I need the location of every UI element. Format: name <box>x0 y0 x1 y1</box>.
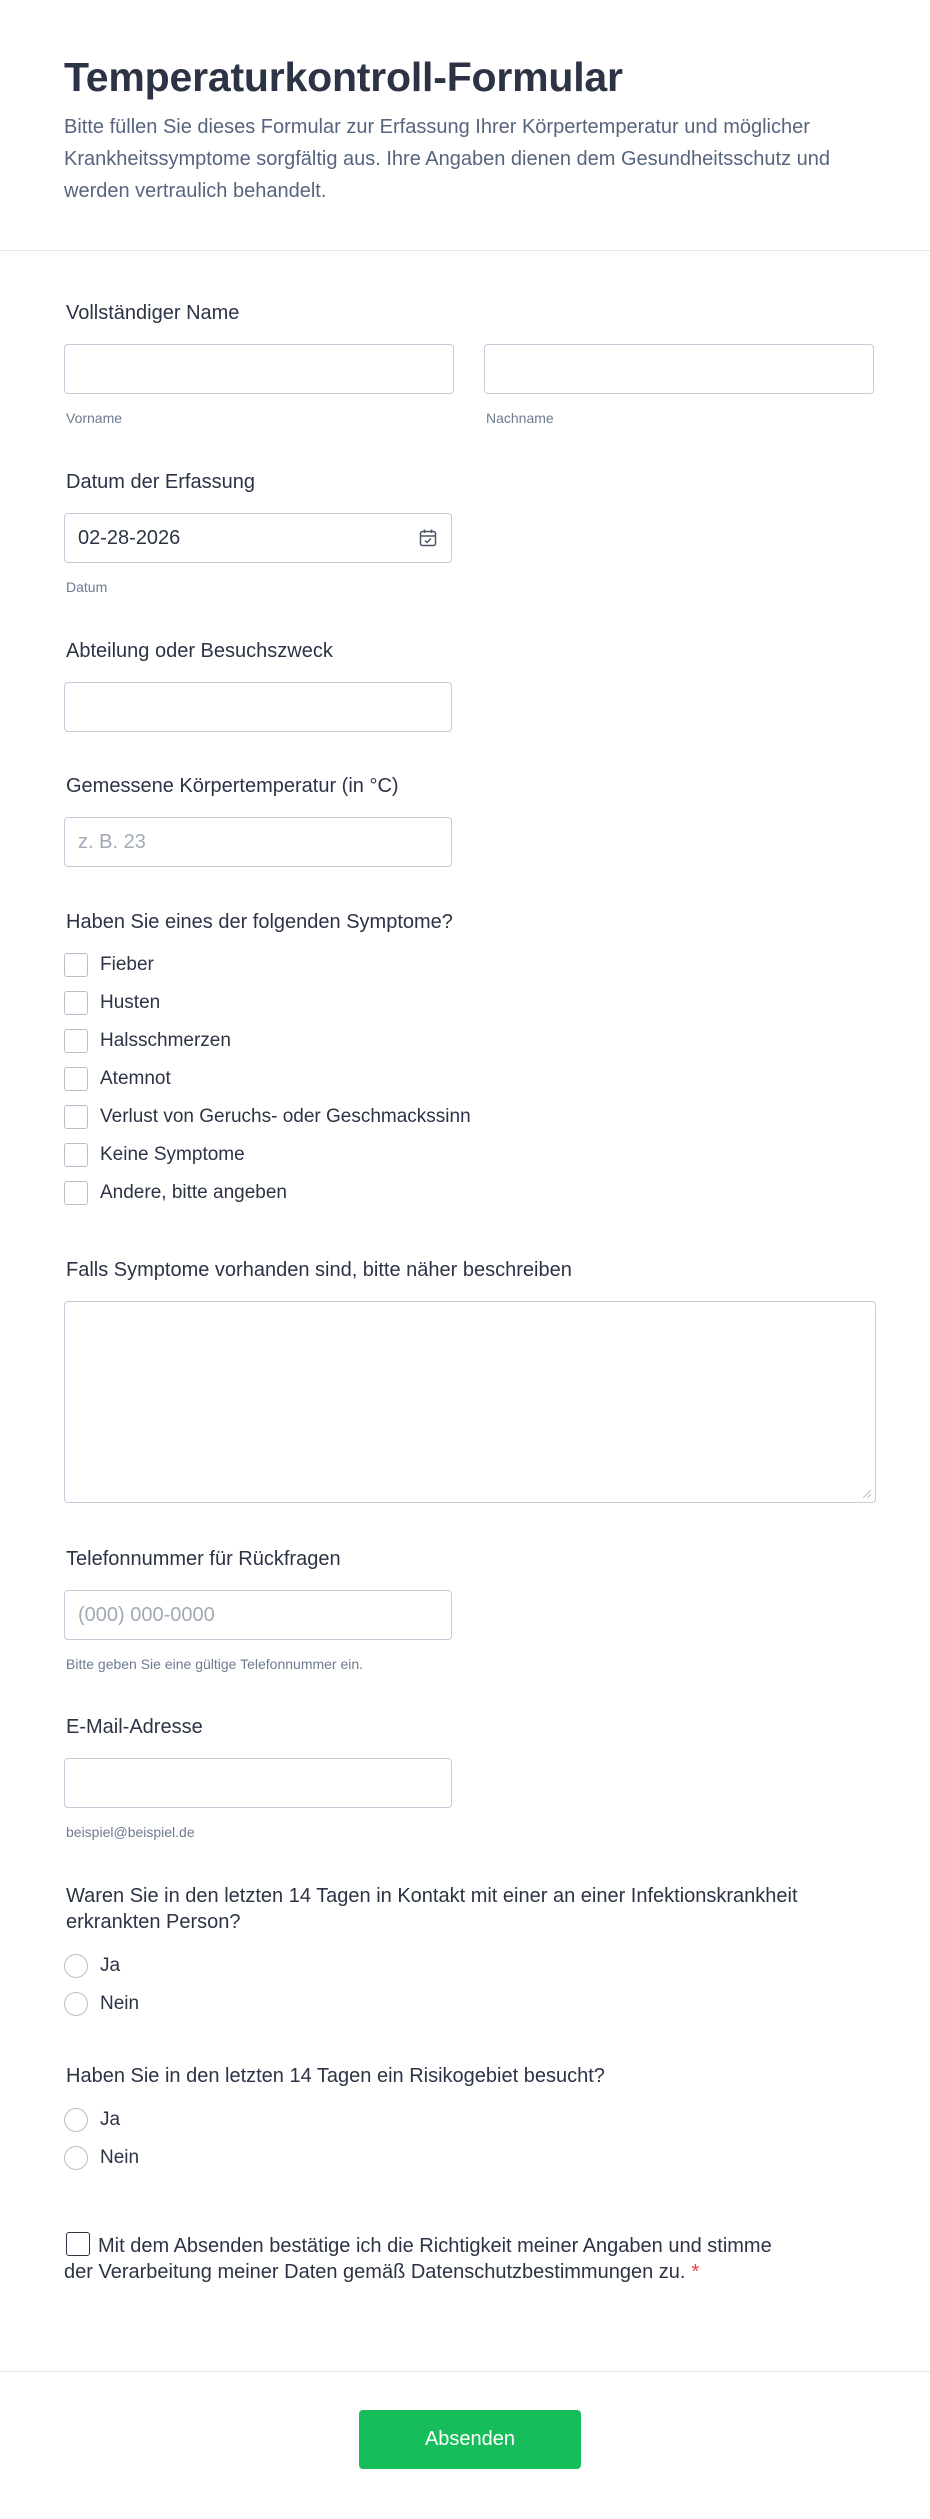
risk-option-nein[interactable] <box>64 2139 876 2177</box>
resize-handle-icon[interactable] <box>862 1489 872 1499</box>
option-label: Andere, bitte angeben <box>100 1182 287 1203</box>
name-label: Vollständiger Name <box>66 302 240 324</box>
checkbox[interactable] <box>64 991 88 1015</box>
email-sublabel: beispiel@beispiel.de <box>66 1824 195 1840</box>
radio-button[interactable] <box>64 1992 88 2016</box>
risk-question-label: Haben Sie in den letzten 14 Tagen ein Risikogebiet besucht? <box>66 2065 605 2087</box>
consent-field <box>64 2232 784 2285</box>
risk-question-field <box>64 2063 876 2177</box>
phone-input[interactable]: (000) 000-0000 <box>64 1590 452 1640</box>
calendar-icon[interactable] <box>418 528 438 548</box>
radio-button[interactable] <box>64 2108 88 2132</box>
symptom-details-field <box>64 1257 876 1503</box>
symptom-option-keine[interactable] <box>64 1136 471 1174</box>
department-input[interactable] <box>64 682 452 732</box>
contact-option-nein[interactable] <box>64 1985 876 2023</box>
radio-button[interactable] <box>64 1954 88 1978</box>
contact-question-label: Waren Sie in den letzten 14 Tagen in Kontakt mit einer an einer Infektionskrankheit erkrankten Person? <box>66 1885 798 1933</box>
checkbox[interactable] <box>64 1143 88 1167</box>
temperature-input[interactable]: z. B. 23 <box>64 817 452 867</box>
symptom-option-geruchsverlust[interactable] <box>64 1098 471 1136</box>
consent-checkbox[interactable] <box>66 2232 90 2256</box>
first-name-sublabel: Vorname <box>66 410 123 426</box>
symptom-option-husten[interactable] <box>64 984 471 1022</box>
risk-option-ja[interactable] <box>64 2101 876 2139</box>
temperature-field <box>64 773 452 867</box>
form-header <box>0 0 930 251</box>
symptom-option-halsschmerzen[interactable] <box>64 1022 471 1060</box>
consent-label: Mit dem Absenden bestätige ich die Richtigkeit meiner Angaben und stimme der Verarbeitung meiner Daten gemäß Datenschutzbestimmungen zu. <box>64 2235 772 2283</box>
symptoms-label: Haben Sie eines der folgenden Symptome? <box>66 911 453 933</box>
required-marker: * <box>691 2261 700 2283</box>
symptoms-field <box>64 909 471 1212</box>
checkbox[interactable] <box>64 953 88 977</box>
option-label: Nein <box>100 2147 140 2168</box>
form-description: Bitte füllen Sie dieses Formular zur Erfassung Ihrer Körpertemperatur und möglicher Krankheitssymptome sorgfältig aus. Ihre Angaben dienen dem Gesundheitsschutz und werden vertraulich behandelt. <box>64 116 831 203</box>
footer-divider <box>0 2371 930 2372</box>
symptom-option-fieber[interactable] <box>64 946 471 984</box>
phone-label: Telefonnummer für Rückfragen <box>66 1548 341 1570</box>
option-label: Keine Symptome <box>100 1144 245 1165</box>
contact-option-ja[interactable] <box>64 1947 876 1985</box>
option-label: Nein <box>100 1993 140 2014</box>
symptom-details-label: Falls Symptome vorhanden sind, bitte näher beschreiben <box>66 1259 572 1281</box>
department-field <box>64 638 452 732</box>
submit-button[interactable]: Absenden <box>359 2410 581 2469</box>
email-label: E-Mail-Adresse <box>66 1716 203 1738</box>
phone-sublabel: Bitte geben Sie eine gültige Telefonnummer ein. <box>66 1656 364 1672</box>
last-name-input[interactable] <box>484 344 874 394</box>
radio-button[interactable] <box>64 2146 88 2170</box>
date-field <box>64 469 452 595</box>
email-field <box>64 1714 452 1840</box>
contact-question-field <box>64 1883 876 2023</box>
name-field <box>64 300 874 426</box>
symptom-details-textarea[interactable] <box>64 1301 876 1503</box>
option-label: Atemnot <box>100 1068 171 1089</box>
department-label: Abteilung oder Besuchszweck <box>66 640 333 662</box>
temperature-label: Gemessene Körpertemperatur (in °C) <box>66 775 399 797</box>
option-label: Fieber <box>100 954 154 975</box>
option-label: Ja <box>100 2109 121 2130</box>
form-title: Temperaturkontroll-Formular <box>64 54 623 100</box>
checkbox[interactable] <box>64 1181 88 1205</box>
date-value: 02-28-2026 <box>78 526 181 549</box>
option-label: Ja <box>100 1955 121 1976</box>
symptom-option-andere[interactable] <box>64 1174 471 1212</box>
last-name-sublabel: Nachname <box>486 410 554 426</box>
phone-field <box>64 1546 452 1672</box>
date-input[interactable] <box>64 513 452 563</box>
date-label: Datum der Erfassung <box>66 471 255 493</box>
symptom-option-atemnot[interactable] <box>64 1060 471 1098</box>
date-sublabel: Datum <box>66 579 108 595</box>
option-label: Halsschmerzen <box>100 1030 231 1051</box>
email-input[interactable] <box>64 1758 452 1808</box>
checkbox[interactable] <box>64 1029 88 1053</box>
option-label: Verlust von Geruchs- oder Geschmackssinn <box>100 1106 471 1127</box>
checkbox[interactable] <box>64 1067 88 1091</box>
first-name-input[interactable] <box>64 344 454 394</box>
checkbox[interactable] <box>64 1105 88 1129</box>
option-label: Husten <box>100 992 161 1013</box>
